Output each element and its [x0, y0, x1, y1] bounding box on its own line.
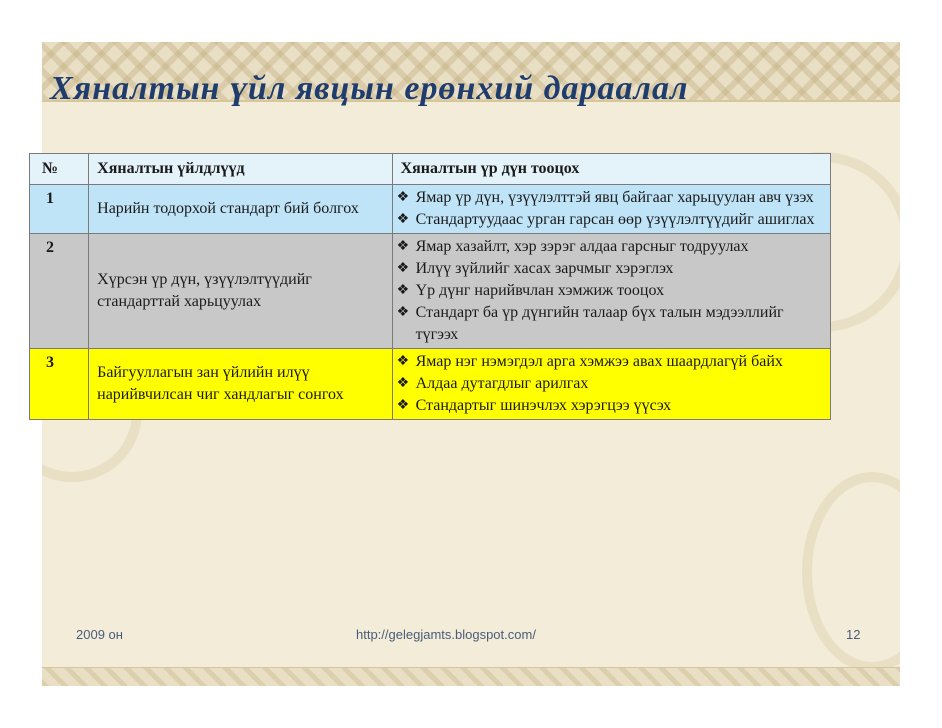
bullet-diamond-icon: ❖: [396, 305, 410, 320]
control-process-table: [29, 153, 831, 420]
list-item: ❖ Ямар нэг нэмэгдэл арга хэмжээ авах шаардлагүй байх: [397, 351, 824, 373]
row-number: 1: [30, 185, 89, 234]
bullet-diamond-icon: ❖: [396, 190, 410, 205]
bullet-diamond-icon: ❖: [396, 261, 410, 276]
list-item: ❖ Үр дүнг нарийвчлан хэмжиж тооцох: [397, 280, 824, 302]
row-number: 3: [30, 349, 89, 420]
footer-url[interactable]: http://gelegjamts.blogspot.com/: [356, 627, 536, 642]
list-item: ❖ Илүү зүйлийг хасах зарчмыг хэрэглэх: [397, 258, 824, 280]
header-results: Хяналтын үр дүн тооцох: [392, 154, 830, 185]
list-item: ❖ Алдаа дутагдлыг арилгах: [397, 373, 824, 395]
action-cell: Байгууллагын зан үйлийн илүү нарийвчилсан чиг хандлагыг сонгох: [89, 349, 392, 420]
footer-page-number: 12: [846, 627, 861, 642]
bullet-diamond-icon: ❖: [396, 376, 410, 391]
row-number: 2: [30, 234, 89, 349]
footer-date: 2009 он: [76, 627, 123, 642]
list-item: ❖ Стандартыг шинэчлэх хэрэгцээ үүсэх: [397, 395, 824, 417]
slide-title: Хяналтын үйл явцын ерөнхий дараалал: [50, 70, 689, 107]
action-cell: Хүрсэн үр дүн, үзүүлэлтүүдийг стандарттай харьцуулах: [89, 234, 392, 349]
decorative-swirl: [802, 472, 900, 672]
bullet-diamond-icon: ❖: [396, 212, 410, 227]
table-row: [30, 349, 831, 420]
results-cell: [392, 185, 830, 234]
table-header-row: [30, 154, 831, 185]
bullet-diamond-icon: ❖: [396, 354, 410, 369]
list-item: ❖ Ямар хазайлт, хэр зэрэг алдаа гарсныг тодруулах: [397, 236, 824, 258]
list-item: ❖ Ямар үр дүн, үзүүлэлттэй явц байгааг харьцуулан авч үзэх: [397, 187, 824, 209]
bullet-diamond-icon: ❖: [396, 283, 410, 298]
bullet-diamond-icon: ❖: [396, 398, 410, 413]
ornament-border-bottom: [42, 667, 900, 686]
header-actions: Хяналтын үйлдлүүд: [89, 154, 392, 185]
list-item: ❖ Стандарт ба үр дүнгийн талаар бүх талын мэдээллийг түгээх: [397, 302, 824, 346]
action-cell: Нарийн тодорхой стандарт бий болгох: [89, 185, 392, 234]
table-row: [30, 234, 831, 349]
table-row: [30, 185, 831, 234]
results-cell: [392, 234, 830, 349]
list-item: ❖ Стандартуудаас урган гарсан өөр үзүүлэлтүүдийг ашиглах: [397, 209, 824, 231]
bullet-diamond-icon: ❖: [396, 239, 410, 254]
header-number: №: [30, 154, 89, 185]
results-cell: [392, 349, 830, 420]
